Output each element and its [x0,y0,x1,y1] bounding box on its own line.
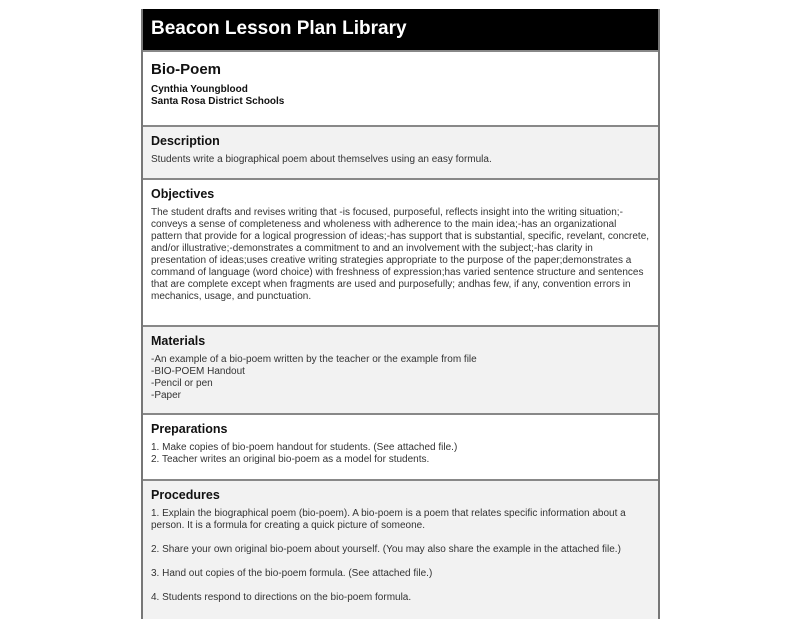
procedures-section [143,479,658,619]
material-item: -Paper [151,390,182,401]
description-text: Students write a biographical poem about themselves using an easy formula. [151,154,492,165]
procedures-heading: Procedures [151,488,220,502]
preparations-heading: Preparations [151,422,228,436]
lesson-title: Bio-Poem [151,61,222,78]
material-item: -An example of a bio-poem written by the teacher or the example from file [151,354,477,365]
materials-section [143,325,658,413]
lesson-title-section [143,50,658,125]
procedure-step: 2. Share your own original bio-poem about yourself. (You may also share the example in the attached file.) [151,544,621,555]
material-item: -BIO-POEM Handout [151,366,245,377]
site-header [143,9,658,50]
school-district: Santa Rosa District Schools [151,96,285,107]
objectives-heading: Objectives [151,187,215,201]
lesson-plan-page [141,9,660,619]
objectives-section [143,178,658,325]
procedure-step: 4. Students respond to directions on the bio-poem formula. [151,592,412,603]
materials-heading: Materials [151,334,206,348]
preparation-item: 2. Teacher writes an original bio-poem as a model for students. [151,454,430,465]
description-heading: Description [151,134,220,148]
site-title: Beacon Lesson Plan Library [151,18,407,39]
material-item: -Pencil or pen [151,378,213,389]
objectives-text: The student drafts and revises writing that -is focused, purposeful, reflects insight into the writing situation;-conveys a sense of completeness and wholeness with adherence to the main idea;-has an organizational pattern that provide for a logical progression of ideas;-has support that is substantial, specific, revelant, concrete, and/or illustrative;-demonstrates a commitment to and an involvement with the subject;-has clarity in presentation of ideas;uses creative writing strategies appropriate to the purpose of the paper;demonstrates a command of language (word choice) with freshness of expression;has varied sentence structure and sentences that are complete except when fragments are used and purposefully; andhas few, if any, convention errors in mechanics, usage, and punctuation. [151,207,650,302]
description-section [143,125,658,178]
preparations-section [143,413,658,479]
preparation-item: 1. Make copies of bio-poem handout for students. (See attached file.) [151,442,458,453]
author-name: Cynthia Youngblood [151,84,248,95]
procedure-step: 1. Explain the biographical poem (bio-poem). A bio-poem is a poem that relates specific information about a person. It is a formula for creating a quick picture of someone. [151,508,626,531]
procedure-step: 3. Hand out copies of the bio-poem formula. (See attached file.) [151,568,433,579]
